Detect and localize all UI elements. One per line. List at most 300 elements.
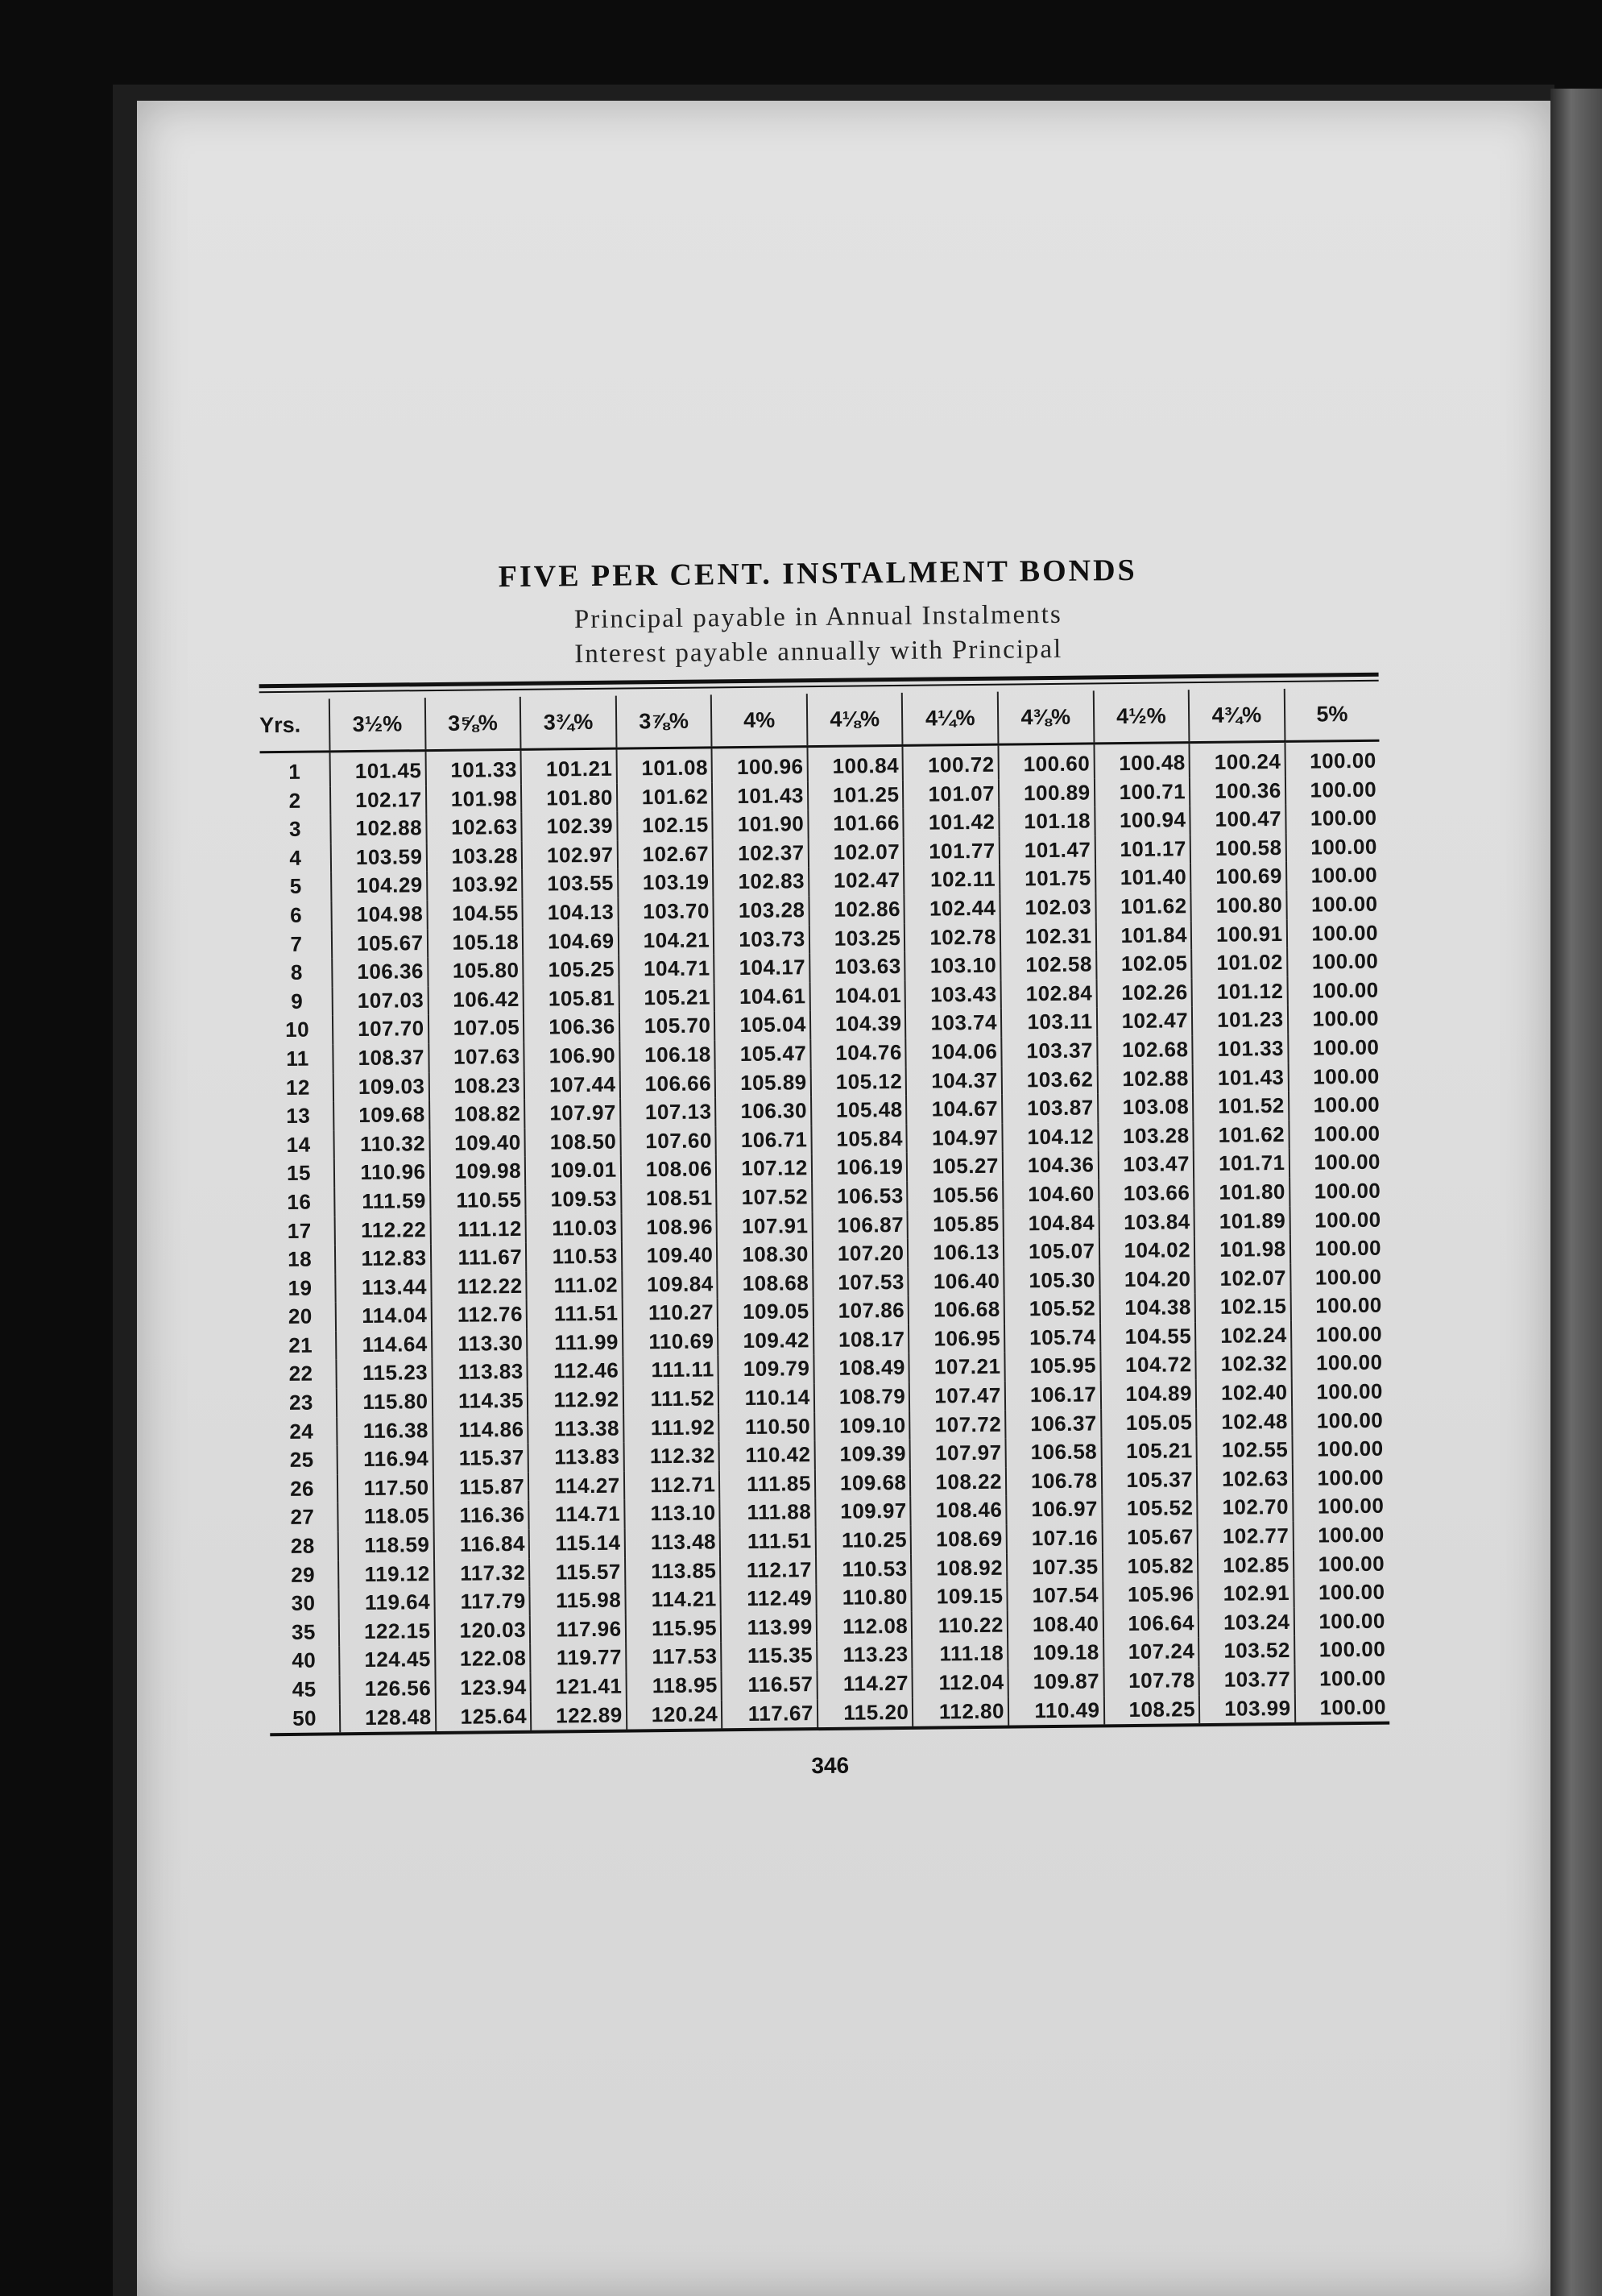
price-cell: 100.00 (1294, 1693, 1389, 1722)
price-cell: 110.49 (1008, 1696, 1104, 1726)
price-cell: 106.68 (909, 1295, 1004, 1325)
price-cell: 112.92 (528, 1386, 623, 1415)
price-cell: 109.97 (815, 1497, 911, 1527)
price-cell: 107.05 (428, 1013, 524, 1043)
price-cell: 101.25 (808, 780, 904, 810)
price-cell: 102.17 (330, 785, 426, 815)
price-cell: 103.99 (1199, 1693, 1295, 1723)
price-cell: 102.03 (1000, 893, 1095, 922)
price-cell: 110.32 (333, 1129, 429, 1159)
column-header-rate: 4% (711, 694, 807, 748)
years-cell: 11 (286, 1046, 309, 1071)
years-cell: 29 (291, 1562, 316, 1587)
price-cell: 106.66 (619, 1069, 715, 1099)
price-cell: 104.36 (1003, 1151, 1099, 1181)
price-cell: 112.46 (528, 1357, 623, 1386)
column-header-rate: 4¼% (902, 692, 998, 746)
price-cell: 102.67 (617, 839, 713, 869)
price-cell: 102.91 (1198, 1579, 1294, 1609)
years-cell: 1 (288, 759, 301, 784)
price-cell: 118.95 (626, 1671, 722, 1701)
price-cell: 109.39 (814, 1440, 910, 1469)
price-cell: 106.90 (524, 1042, 619, 1071)
price-cell: 100.00 (1285, 740, 1380, 776)
price-cell: 109.18 (1008, 1639, 1103, 1668)
price-cell: 113.23 (817, 1640, 913, 1670)
price-cell: 105.48 (811, 1096, 907, 1125)
page-content (258, 550, 1390, 1785)
price-cell: 110.80 (816, 1583, 912, 1613)
price-cell: 108.23 (428, 1071, 524, 1100)
price-cell: 104.97 (907, 1123, 1003, 1153)
price-cell: 104.13 (523, 898, 619, 928)
price-cell: 111.85 (719, 1469, 815, 1499)
price-cell: 100.00 (1293, 1521, 1388, 1551)
price-cell: 104.12 (1002, 1122, 1098, 1152)
price-cell: 106.95 (909, 1324, 1004, 1353)
price-cell: 100.00 (1288, 1034, 1383, 1063)
price-cell: 108.17 (813, 1325, 909, 1355)
page-title: FIVE PER CENT. INSTALMENT BONDS (498, 553, 1137, 595)
years-cell: 14 (286, 1132, 311, 1157)
price-cell: 116.84 (433, 1530, 529, 1560)
price-cell: 111.92 (623, 1413, 719, 1443)
price-cell: 103.24 (1198, 1608, 1294, 1638)
price-cell: 100.00 (1286, 918, 1381, 948)
price-cell: 111.51 (527, 1299, 623, 1329)
price-cell: 102.24 (1195, 1321, 1291, 1351)
price-cell: 109.03 (333, 1072, 429, 1102)
price-cell: 107.97 (910, 1439, 1006, 1469)
price-cell: 101.02 (1191, 948, 1287, 978)
price-cell: 101.43 (1193, 1063, 1289, 1092)
price-cell: 100.00 (1286, 861, 1381, 891)
price-cell: 114.86 (433, 1415, 528, 1444)
price-cell: 105.56 (908, 1181, 1004, 1211)
price-cell: 113.48 (624, 1527, 720, 1557)
price-cell: 109.10 (814, 1411, 910, 1441)
price-cell: 101.21 (521, 748, 617, 784)
price-cell: 103.77 (1199, 1665, 1295, 1695)
price-cell: 105.81 (524, 984, 619, 1013)
years-cell: 27 (290, 1505, 315, 1530)
price-cell: 102.11 (904, 865, 1000, 895)
price-cell: 102.83 (713, 868, 809, 897)
price-cell: 109.40 (429, 1129, 525, 1158)
price-cell: 101.42 (904, 808, 1000, 838)
price-cell: 115.14 (529, 1529, 625, 1559)
price-cell: 101.47 (1000, 835, 1095, 865)
price-cell: 100.00 (1294, 1606, 1389, 1636)
price-cell: 105.12 (810, 1067, 906, 1096)
price-cell: 100.00 (1291, 1378, 1386, 1407)
price-cell: 100.71 (1094, 777, 1190, 807)
price-cell: 104.67 (906, 1095, 1002, 1125)
price-cell: 103.84 (1099, 1208, 1194, 1237)
price-cell: 105.18 (427, 927, 523, 957)
price-cell: 100.00 (1285, 832, 1381, 862)
years-cell: 13 (286, 1103, 311, 1129)
price-cell: 101.07 (903, 779, 999, 809)
price-cell: 123.94 (435, 1673, 531, 1703)
price-cell: 106.19 (812, 1153, 908, 1183)
years-cell: 19 (288, 1275, 313, 1300)
price-cell: 114.21 (625, 1585, 721, 1615)
price-cell: 122.15 (339, 1617, 435, 1647)
price-cell: 101.17 (1095, 835, 1190, 864)
adjacent-page-edge (1550, 89, 1602, 2296)
price-cell: 108.22 (910, 1467, 1006, 1497)
price-cell: 100.00 (1291, 1320, 1386, 1350)
price-cell: 103.52 (1198, 1636, 1294, 1666)
column-header-rate: 4½% (1093, 690, 1189, 744)
price-cell: 100.58 (1190, 834, 1286, 864)
price-cell: 108.69 (911, 1525, 1007, 1555)
price-cell: 122.89 (531, 1701, 627, 1730)
price-cell: 101.71 (1194, 1149, 1289, 1179)
price-cell: 106.97 (1006, 1495, 1102, 1525)
price-cell: 113.38 (528, 1414, 623, 1444)
price-cell: 100.96 (712, 747, 808, 782)
price-cell: 112.32 (623, 1442, 719, 1472)
price-cell: 112.76 (431, 1300, 527, 1330)
price-cell: 103.43 (905, 980, 1001, 1009)
price-cell: 109.98 (429, 1157, 525, 1187)
price-cell: 108.25 (1103, 1695, 1199, 1725)
price-cell: 105.05 (1101, 1408, 1197, 1438)
price-cell: 117.32 (434, 1558, 530, 1588)
price-cell: 105.70 (619, 1012, 715, 1042)
price-cell: 102.48 (1196, 1407, 1292, 1437)
price-cell: 113.44 (335, 1273, 431, 1303)
price-cell: 100.00 (1291, 1349, 1386, 1378)
price-cell: 119.12 (338, 1560, 434, 1589)
price-cell: 110.22 (912, 1610, 1008, 1640)
price-cell: 102.88 (1097, 1064, 1193, 1094)
subtitle-interest: Interest payable annually with Principal (574, 634, 1063, 669)
price-cell: 107.70 (333, 1014, 428, 1044)
price-cell: 109.79 (718, 1355, 814, 1385)
price-cell: 111.12 (430, 1214, 526, 1244)
column-header-years: Yrs. (259, 698, 330, 752)
price-cell: 108.79 (814, 1382, 910, 1412)
price-cell: 108.96 (621, 1212, 717, 1242)
price-cell: 106.71 (716, 1125, 812, 1155)
price-cell: 105.82 (1102, 1552, 1198, 1581)
price-cell: 102.07 (1194, 1264, 1290, 1294)
price-cell: 103.19 (618, 868, 714, 898)
price-cell: 104.38 (1099, 1293, 1195, 1323)
years-cell: 28 (290, 1533, 315, 1558)
price-cell: 105.21 (1101, 1436, 1197, 1466)
price-cell: 102.78 (904, 922, 1000, 952)
years-cell: 3 (288, 816, 302, 842)
price-cell: 118.59 (338, 1531, 434, 1560)
price-cell: 100.00 (1290, 1262, 1385, 1292)
price-cell: 101.62 (617, 782, 713, 812)
price-cell: 106.64 (1103, 1609, 1198, 1639)
price-cell: 100.00 (1294, 1635, 1389, 1665)
price-cell: 100.72 (903, 744, 999, 780)
price-cell: 102.15 (1195, 1292, 1291, 1322)
price-cell: 116.36 (433, 1501, 529, 1531)
price-cell: 100.00 (1289, 1177, 1385, 1207)
column-header-rate: 4⅛% (807, 693, 903, 747)
price-cell: 105.52 (1004, 1295, 1100, 1324)
price-cell: 110.55 (430, 1186, 526, 1216)
column-header-rate: 4¾% (1189, 689, 1285, 743)
price-cell: 112.80 (913, 1697, 1008, 1726)
price-cell: 111.99 (527, 1328, 623, 1357)
price-cell: 108.92 (911, 1553, 1007, 1583)
price-cell: 108.46 (911, 1496, 1007, 1526)
price-cell: 108.40 (1008, 1610, 1103, 1639)
price-cell: 104.39 (810, 1009, 906, 1039)
price-cell: 100.00 (1285, 804, 1381, 834)
price-cell: 104.84 (1003, 1208, 1099, 1238)
price-cell: 102.31 (1000, 922, 1096, 951)
price-cell: 103.47 (1098, 1150, 1194, 1179)
price-cell: 107.86 (813, 1296, 909, 1326)
price-cell: 100.00 (1294, 1664, 1389, 1694)
price-cell: 115.20 (818, 1697, 913, 1727)
years-cell: 9 (291, 988, 304, 1013)
years-cell: 10 (284, 1017, 310, 1042)
years-cell: 22 (288, 1361, 313, 1386)
price-cell: 100.91 (1191, 919, 1287, 949)
price-cell: 103.63 (809, 952, 905, 982)
years-cell: 45 (292, 1676, 317, 1701)
price-cell: 122.08 (435, 1644, 531, 1674)
price-cell: 104.72 (1100, 1351, 1196, 1381)
price-cell: 115.98 (530, 1586, 626, 1616)
price-cell: 101.40 (1095, 864, 1191, 893)
price-cell: 100.00 (1289, 1234, 1385, 1264)
price-cell: 108.06 (620, 1155, 716, 1185)
price-cell: 117.50 (337, 1473, 433, 1503)
price-cell: 107.52 (716, 1183, 812, 1212)
price-cell: 100.00 (1290, 1291, 1385, 1321)
price-cell: 115.95 (625, 1614, 721, 1643)
price-cell: 112.22 (335, 1216, 431, 1245)
price-cell: 105.47 (715, 1039, 811, 1069)
price-cell: 105.80 (428, 956, 524, 986)
bond-yield-table (259, 688, 1389, 1734)
price-cell: 106.36 (524, 1013, 619, 1042)
years-cell: 26 (289, 1476, 315, 1501)
price-cell: 109.15 (912, 1582, 1008, 1612)
price-cell: 105.52 (1102, 1494, 1198, 1524)
years-cell: 18 (287, 1246, 313, 1272)
price-cell: 102.39 (521, 812, 617, 842)
price-cell: 103.92 (427, 870, 523, 900)
price-cell: 107.63 (428, 1042, 524, 1072)
price-cell: 117.79 (434, 1587, 530, 1617)
price-cell: 101.98 (1194, 1235, 1290, 1265)
price-cell: 101.77 (904, 836, 1000, 866)
price-cell: 105.84 (811, 1125, 907, 1154)
years-cell: 15 (286, 1160, 312, 1186)
price-cell: 102.55 (1197, 1436, 1293, 1465)
price-cell: 103.08 (1098, 1092, 1194, 1122)
price-cell: 107.60 (620, 1126, 716, 1156)
price-cell: 114.64 (336, 1330, 432, 1360)
price-cell: 104.76 (810, 1038, 906, 1068)
price-cell: 125.64 (435, 1701, 531, 1731)
price-cell: 120.24 (627, 1700, 722, 1730)
price-cell: 100.00 (1287, 947, 1382, 977)
price-cell: 107.72 (909, 1410, 1005, 1440)
price-cell: 105.67 (1102, 1523, 1198, 1552)
price-cell: 108.49 (813, 1353, 909, 1383)
price-cell: 101.90 (713, 810, 809, 839)
price-cell: 102.05 (1096, 949, 1192, 979)
price-cell: 110.42 (719, 1440, 815, 1470)
price-cell: 100.00 (1285, 775, 1381, 805)
price-cell: 100.00 (1294, 1549, 1389, 1579)
price-cell: 116.94 (337, 1444, 433, 1474)
price-cell: 100.00 (1288, 1062, 1383, 1092)
price-cell: 100.47 (1190, 805, 1285, 835)
price-cell: 101.84 (1095, 921, 1191, 951)
price-cell: 110.03 (526, 1213, 622, 1243)
price-cell: 112.71 (624, 1470, 720, 1500)
price-cell: 111.59 (334, 1187, 430, 1216)
price-cell: 103.28 (714, 896, 809, 926)
price-cell: 109.68 (333, 1100, 429, 1130)
price-cell: 108.37 (333, 1043, 428, 1073)
price-cell: 101.18 (999, 807, 1095, 837)
price-cell: 100.94 (1095, 806, 1190, 835)
price-cell: 101.62 (1193, 1121, 1289, 1150)
price-cell: 106.78 (1006, 1466, 1102, 1496)
price-cell: 112.22 (431, 1272, 527, 1302)
price-cell: 111.67 (430, 1243, 526, 1273)
price-cell: 101.75 (1000, 864, 1095, 894)
price-cell: 115.87 (433, 1473, 528, 1502)
price-cell: 107.47 (909, 1382, 1005, 1411)
price-cell: 105.96 (1103, 1580, 1198, 1610)
price-cell: 108.50 (525, 1127, 621, 1157)
price-cell: 110.25 (815, 1526, 911, 1556)
price-cell: 101.45 (330, 751, 426, 786)
price-cell: 112.08 (817, 1612, 913, 1642)
price-cell: 103.70 (618, 897, 714, 926)
price-cell: 103.25 (809, 923, 905, 953)
price-cell: 105.67 (332, 929, 428, 959)
price-cell: 107.24 (1103, 1638, 1199, 1668)
price-cell: 101.43 (712, 781, 808, 811)
years-cell: 16 (287, 1189, 312, 1214)
price-cell: 100.60 (998, 744, 1094, 779)
price-cell: 126.56 (340, 1674, 436, 1704)
price-cell: 107.35 (1007, 1552, 1103, 1582)
price-cell: 115.57 (529, 1557, 625, 1587)
price-cell: 110.50 (718, 1412, 814, 1442)
price-cell: 107.16 (1007, 1523, 1103, 1553)
price-cell: 110.14 (718, 1383, 814, 1413)
price-cell: 103.37 (1001, 1036, 1097, 1066)
price-cell: 102.70 (1197, 1493, 1293, 1523)
price-cell: 107.20 (813, 1239, 909, 1269)
price-cell: 109.40 (622, 1241, 718, 1270)
price-cell: 106.53 (812, 1182, 908, 1212)
years-cell: 17 (287, 1218, 312, 1243)
price-cell: 102.26 (1096, 978, 1192, 1008)
price-cell: 118.05 (337, 1502, 433, 1531)
column-header-rate: 3½% (329, 698, 425, 752)
price-cell: 106.18 (619, 1040, 715, 1070)
price-cell: 102.63 (426, 813, 522, 843)
price-cell: 107.12 (716, 1154, 812, 1183)
years-cell: 20 (288, 1303, 313, 1329)
price-cell: 112.83 (335, 1244, 431, 1274)
price-cell: 102.63 (1197, 1465, 1293, 1494)
price-cell: 104.01 (809, 981, 905, 1011)
price-cell: 106.13 (908, 1238, 1004, 1268)
price-cell: 100.00 (1289, 1091, 1384, 1121)
price-cell: 101.33 (1192, 1034, 1288, 1064)
price-cell: 103.10 (905, 951, 1001, 981)
price-cell: 106.30 (715, 1096, 811, 1126)
price-cell: 106.36 (332, 957, 428, 987)
price-cell: 100.00 (1289, 1148, 1384, 1178)
price-cell: 103.28 (426, 842, 522, 872)
price-cell: 113.85 (625, 1556, 721, 1586)
price-cell: 103.73 (714, 925, 809, 955)
price-cell: 102.88 (330, 814, 426, 843)
price-cell: 101.80 (1194, 1178, 1289, 1208)
price-cell: 115.35 (721, 1641, 817, 1671)
price-cell: 104.55 (1099, 1322, 1195, 1352)
price-cell: 100.24 (1190, 741, 1285, 777)
price-cell: 107.91 (717, 1212, 813, 1241)
price-cell: 102.58 (1000, 951, 1096, 980)
price-cell: 101.62 (1095, 892, 1191, 922)
price-cell: 105.74 (1004, 1323, 1100, 1353)
price-cell: 111.51 (720, 1527, 816, 1556)
price-cell: 109.05 (718, 1297, 813, 1327)
price-cell: 102.85 (1198, 1551, 1294, 1581)
price-cell: 101.66 (808, 809, 904, 839)
years-cell: 21 (288, 1332, 313, 1357)
price-cell: 104.21 (618, 926, 714, 955)
price-cell: 113.30 (432, 1329, 528, 1359)
years-cell: 12 (285, 1075, 310, 1100)
price-cell: 111.88 (720, 1498, 816, 1528)
price-cell: 108.82 (429, 1100, 525, 1129)
price-cell: 107.78 (1103, 1666, 1199, 1696)
price-cell: 113.83 (432, 1357, 528, 1387)
price-cell: 103.59 (331, 843, 427, 872)
price-cell: 100.89 (999, 778, 1095, 808)
price-cell: 103.62 (1002, 1065, 1098, 1095)
price-cell: 104.20 (1099, 1265, 1195, 1295)
price-cell: 111.11 (623, 1356, 718, 1386)
subtitle-principal: Principal payable in Annual Instalments (573, 599, 1062, 635)
price-cell: 104.61 (714, 982, 810, 1012)
years-cell: 23 (288, 1390, 314, 1415)
price-cell: 101.52 (1193, 1092, 1289, 1121)
price-cell: 101.23 (1192, 1005, 1288, 1035)
price-cell: 103.66 (1099, 1179, 1194, 1208)
price-cell: 116.38 (337, 1416, 433, 1446)
price-cell: 100.84 (807, 745, 903, 781)
years-cell: 2 (288, 788, 301, 813)
price-cell: 107.13 (620, 1097, 716, 1127)
price-cell: 104.60 (1003, 1179, 1099, 1209)
price-cell: 100.00 (1292, 1464, 1387, 1494)
